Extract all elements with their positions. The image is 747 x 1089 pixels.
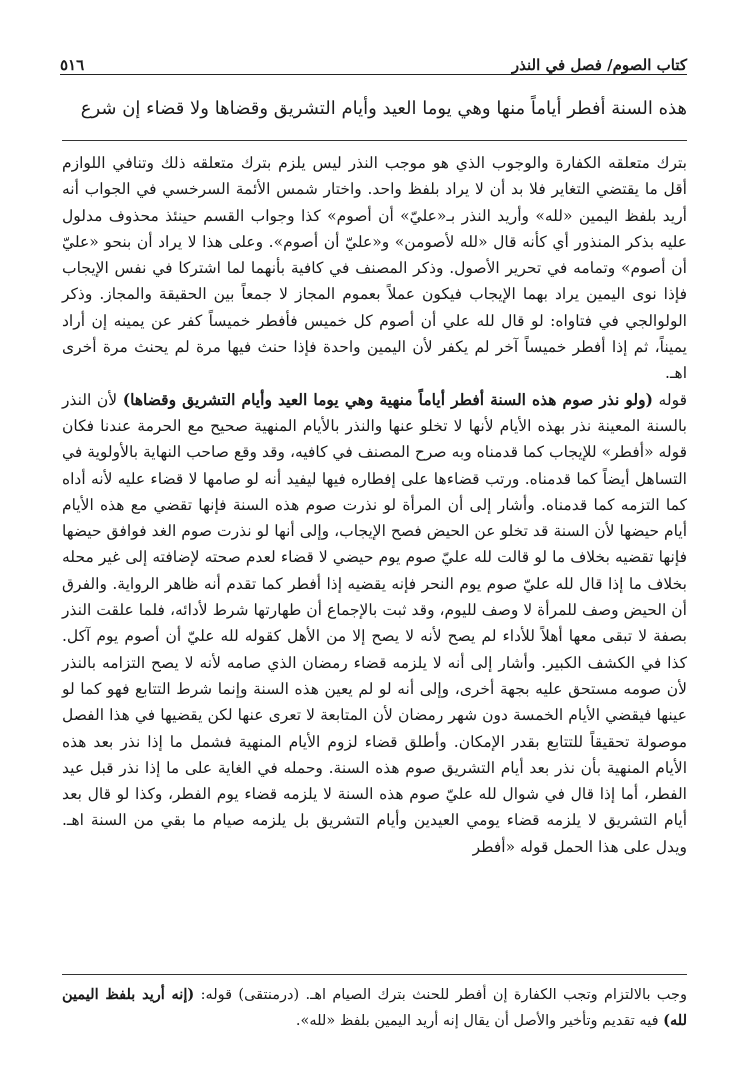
main-text-divider — [62, 140, 687, 141]
header-divider — [60, 74, 687, 75]
footnote-divider — [62, 974, 687, 975]
main-text: هذه السنة أفطر أياماً منها وهي يوما العيد وأيام التشريق وقضاها ولا قضاء إن شرع — [80, 98, 687, 119]
footnote-text: وجب بالالتزام وتجب الكفارة إن أفطر للحنث بترك الصيام اهـ. (درمنتقى) قوله: — [200, 987, 688, 1003]
commentary-paragraph — [62, 387, 687, 860]
page-number: ٥١٦ — [60, 56, 85, 74]
running-header — [60, 44, 687, 74]
commentary-paragraph: بترك متعلقه الكفارة والوجوب الذي هو موجب النذر ليس يلزم بترك متعلقه ذلك وتنافي اللوازم أقل ما يقتضي التغاير فلا بد أن لا يراد بلفظ واحد. واختار شمس الأئمة السرخسي في الجواب أنه أريد بلفظ اليمين «لله» وأريد النذر بـ«عليّ» أن أصوم» كذا وجواب القسم حينئذ محذوف مدلول عليه بذكر المنذور أي كأنه قال «لله لأصومن» و«عليّ أن أصوم». وعلى هذا لا يراد أن بنحو «عليّ أن أصوم» وتمامه في تحرير الأصول. وذكر المصنف في كافية بأنهما لما اشتركا في نفس الإيجاب فإذا نوى اليمين يراد بهما الإيجاب فيكون عملاً بعموم المجاز لا جمعاً بين الحقيقة والمجاز. وذكر الولوالجي في فتاواه: لو قال لله علي أن أصوم كل خميس فأفطر خميساً كفر عن يمينه إن أراد يميناً، ثم إذا أفطر خميساً آخر لم يكفر لأن اليمين واحدة فإذا حنث فيها مرة لم يحنث مرة أخرى اهـ. — [62, 154, 687, 383]
footnote — [62, 982, 687, 1034]
commentary — [62, 150, 687, 950]
footnote-text: فيه تقديم وتأخير والأصل أن يقال إنه أريد اليمين بلفظ «لله». — [295, 1013, 659, 1029]
chapter-title: كتاب الصوم/ فصل في النذر — [511, 56, 687, 74]
quoted-matn-heading: (ولو نذر صوم هذه السنة أفطر أياماً منهية وهي يوما العيد وأيام التشريق وقضاها) — [122, 389, 653, 409]
quote-lead: قوله — [658, 390, 687, 409]
commentary-body: لأن النذر بالسنة المعينة نذر بهذه الأيام لأنها لا تخلو عنها والنذر بالأيام المنهية صحيح مع الحرمة عندنا فكان قوله «أفطر» للإيجاب كما قدمناه وبه صرح المصنف في كافيه، وقد وقع صاحب النهاية بالأولوية في التساهل أيضاً كما قدمناه. ورتب قضاءها على إفطاره فيها ليفيد أنه لو صامها لا قضاء عليه لأنه أداه كما التزمه كما قدمناه. وأشار إلى أن المرأة لو نذرت صوم هذه السنة فإنها تقضي مع هذه الأيام أيام حيضها لأن السنة قد تخلو عن الحيض فصح الإيجاب، وإلى أنها لو نذرت صوم الغد فوافق حيضها فإنها تقضيه بخلاف ما لو قالت لله عليّ صوم يوم حيضي لا قضاء لعدم صحته لإضافته إلى غير محله بخلاف ما إذا قال لله عليّ صوم يوم النحر فإنه يقضيه إذا أفطر كما تقدم أنه ظاهر الرواية. والفرق أن الحيض وصف للمرأة لا وصف لليوم، وقد ثبت بالإجماع أن طهارتها شرط لأدائه، فلما علقت النذر بصفة لا تبقى معها أهلاً للأداء لم يصح لأنه لا يصح إلا من الأهل كقوله لله عليّ أن أصوم يوم آكل. كذا في الكشف الكبير. وأشار إلى أنه لا يلزمه قضاء رمضان الذي صامه لأنه لا يصح التزامه بالنذر لأن صومه مستحق عليه بجهة أخرى، وإلى أنه لو لم يعين هذه السنة وإنما شرط التتابع فهو كما لو عينها فيقضي الأيام الخمسة دون شهر رمضان لأن المتابعة لا تعرى عنها لكن يقضيها في هذا الفصل موصولة تحقيقاً للتتابع بقدر الإمكان. وأطلق قضاء لزوم الأيام المنهية فشمل ما إذا نذر بعد هذه الأيام المنهية بأن نذر بعد أيام التشريق صوم هذه السنة. وحمله في الغاية على ما إذا نذر قبل عيد الفطر، أما إذا قال في شوال لله عليّ صوم هذه السنة لا يلزمه قضاء يوم الفطر، وكذا لو قال بعد أيام التشريق لا يلزمه قضاء يومي العيدين وأيام التشريق بل يلزمه صيام ما بقي من السنة اهـ. ويدل على هذا الحمل قوله «أفطر — [62, 390, 687, 856]
footnote-quote: (إنه أريد بلفظ اليمين لله) — [62, 986, 687, 1029]
